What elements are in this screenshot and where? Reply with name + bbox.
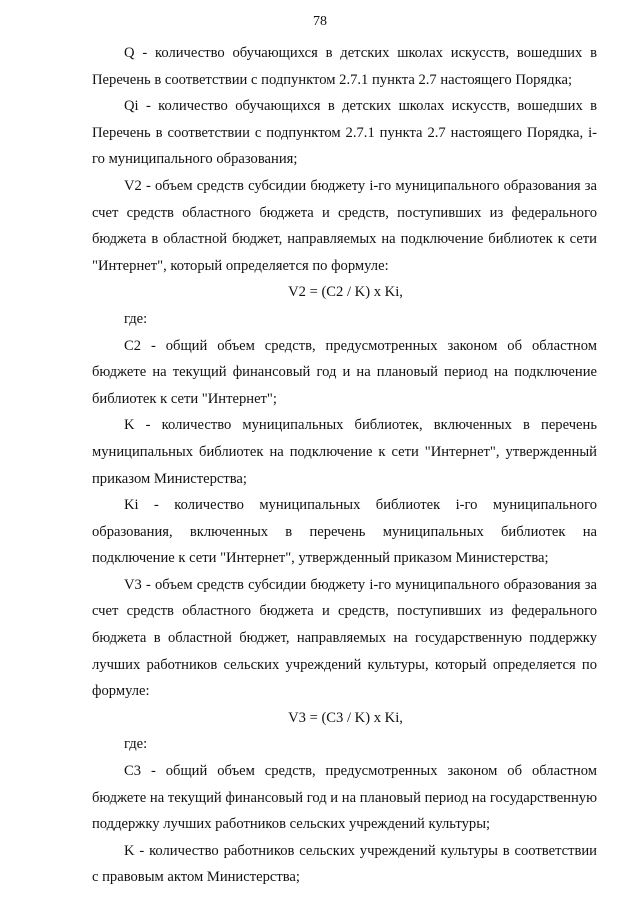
paragraph-qi-definition: Qi - количество обучающихся в детских школах искусств, вошедших в Перечень в соответствии с подпунктом 2.7.1 пункта 2.7 настоящего Порядка, i-го муниципального образования;	[92, 98, 597, 168]
page-number: 78	[313, 14, 327, 29]
document-body	[92, 40, 597, 891]
paragraph-c3-definition: C3 - общий объем средств, предусмотренных законом об областном бюджете на текущий финансовый год и на плановый период на государственную поддержку лучших работников сельских учреждений культуры;	[92, 763, 597, 833]
where-label: где:	[124, 736, 148, 753]
paragraph-c2-definition: C2 - общий объем средств, предусмотренных законом об областном бюджете на текущий финансовый год и на плановый период на подключение библиотек к сети "Интернет";	[92, 337, 597, 407]
paragraph-v3-definition: V3 - объем средств субсидии бюджету i-го муниципального образования за счет средств областного бюджета и средств, поступивших из федерального бюджета в областной бюджет, направляемых на государственную поддержку лучших работников сельских учреждений культуры, который определяется по формуле:	[92, 576, 597, 700]
formula-v2: V2 = (C2 / K) x Ki,	[288, 284, 403, 301]
formula-v3: V3 = (C3 / K) x Ki,	[288, 709, 403, 726]
paragraph-q-definition: Q - количество обучающихся в детских школах искусств, вошедших в Перечень в соответствии с подпунктом 2.7.1 пункта 2.7 настоящего Порядка;	[92, 45, 597, 88]
paragraph-v2-definition: V2 - объем средств субсидии бюджету i-го муниципального образования за счет средств областного бюджета и средств, поступивших из федерального бюджета в областной бюджет, направляемых на подключение библиотек к сети "Интернет", который определяется по формуле:	[92, 177, 597, 274]
where-label: где:	[124, 310, 148, 327]
paragraph-k-definition: K - количество муниципальных библиотек, включенных в перечень муниципальных библиотек на подключение к сети "Интернет", утвержденный приказом Министерства;	[92, 417, 597, 487]
paragraph-ki-definition: Ki - количество муниципальных библиотек i-го муниципального образования, включенных в перечень муниципальных библиотек на подключение к сети "Интернет", утвержденный приказом Министерства;	[92, 497, 597, 567]
paragraph-k-workers-definition: K - количество работников сельских учреждений культуры в соответствии с правовым актом Министерства;	[92, 842, 597, 886]
